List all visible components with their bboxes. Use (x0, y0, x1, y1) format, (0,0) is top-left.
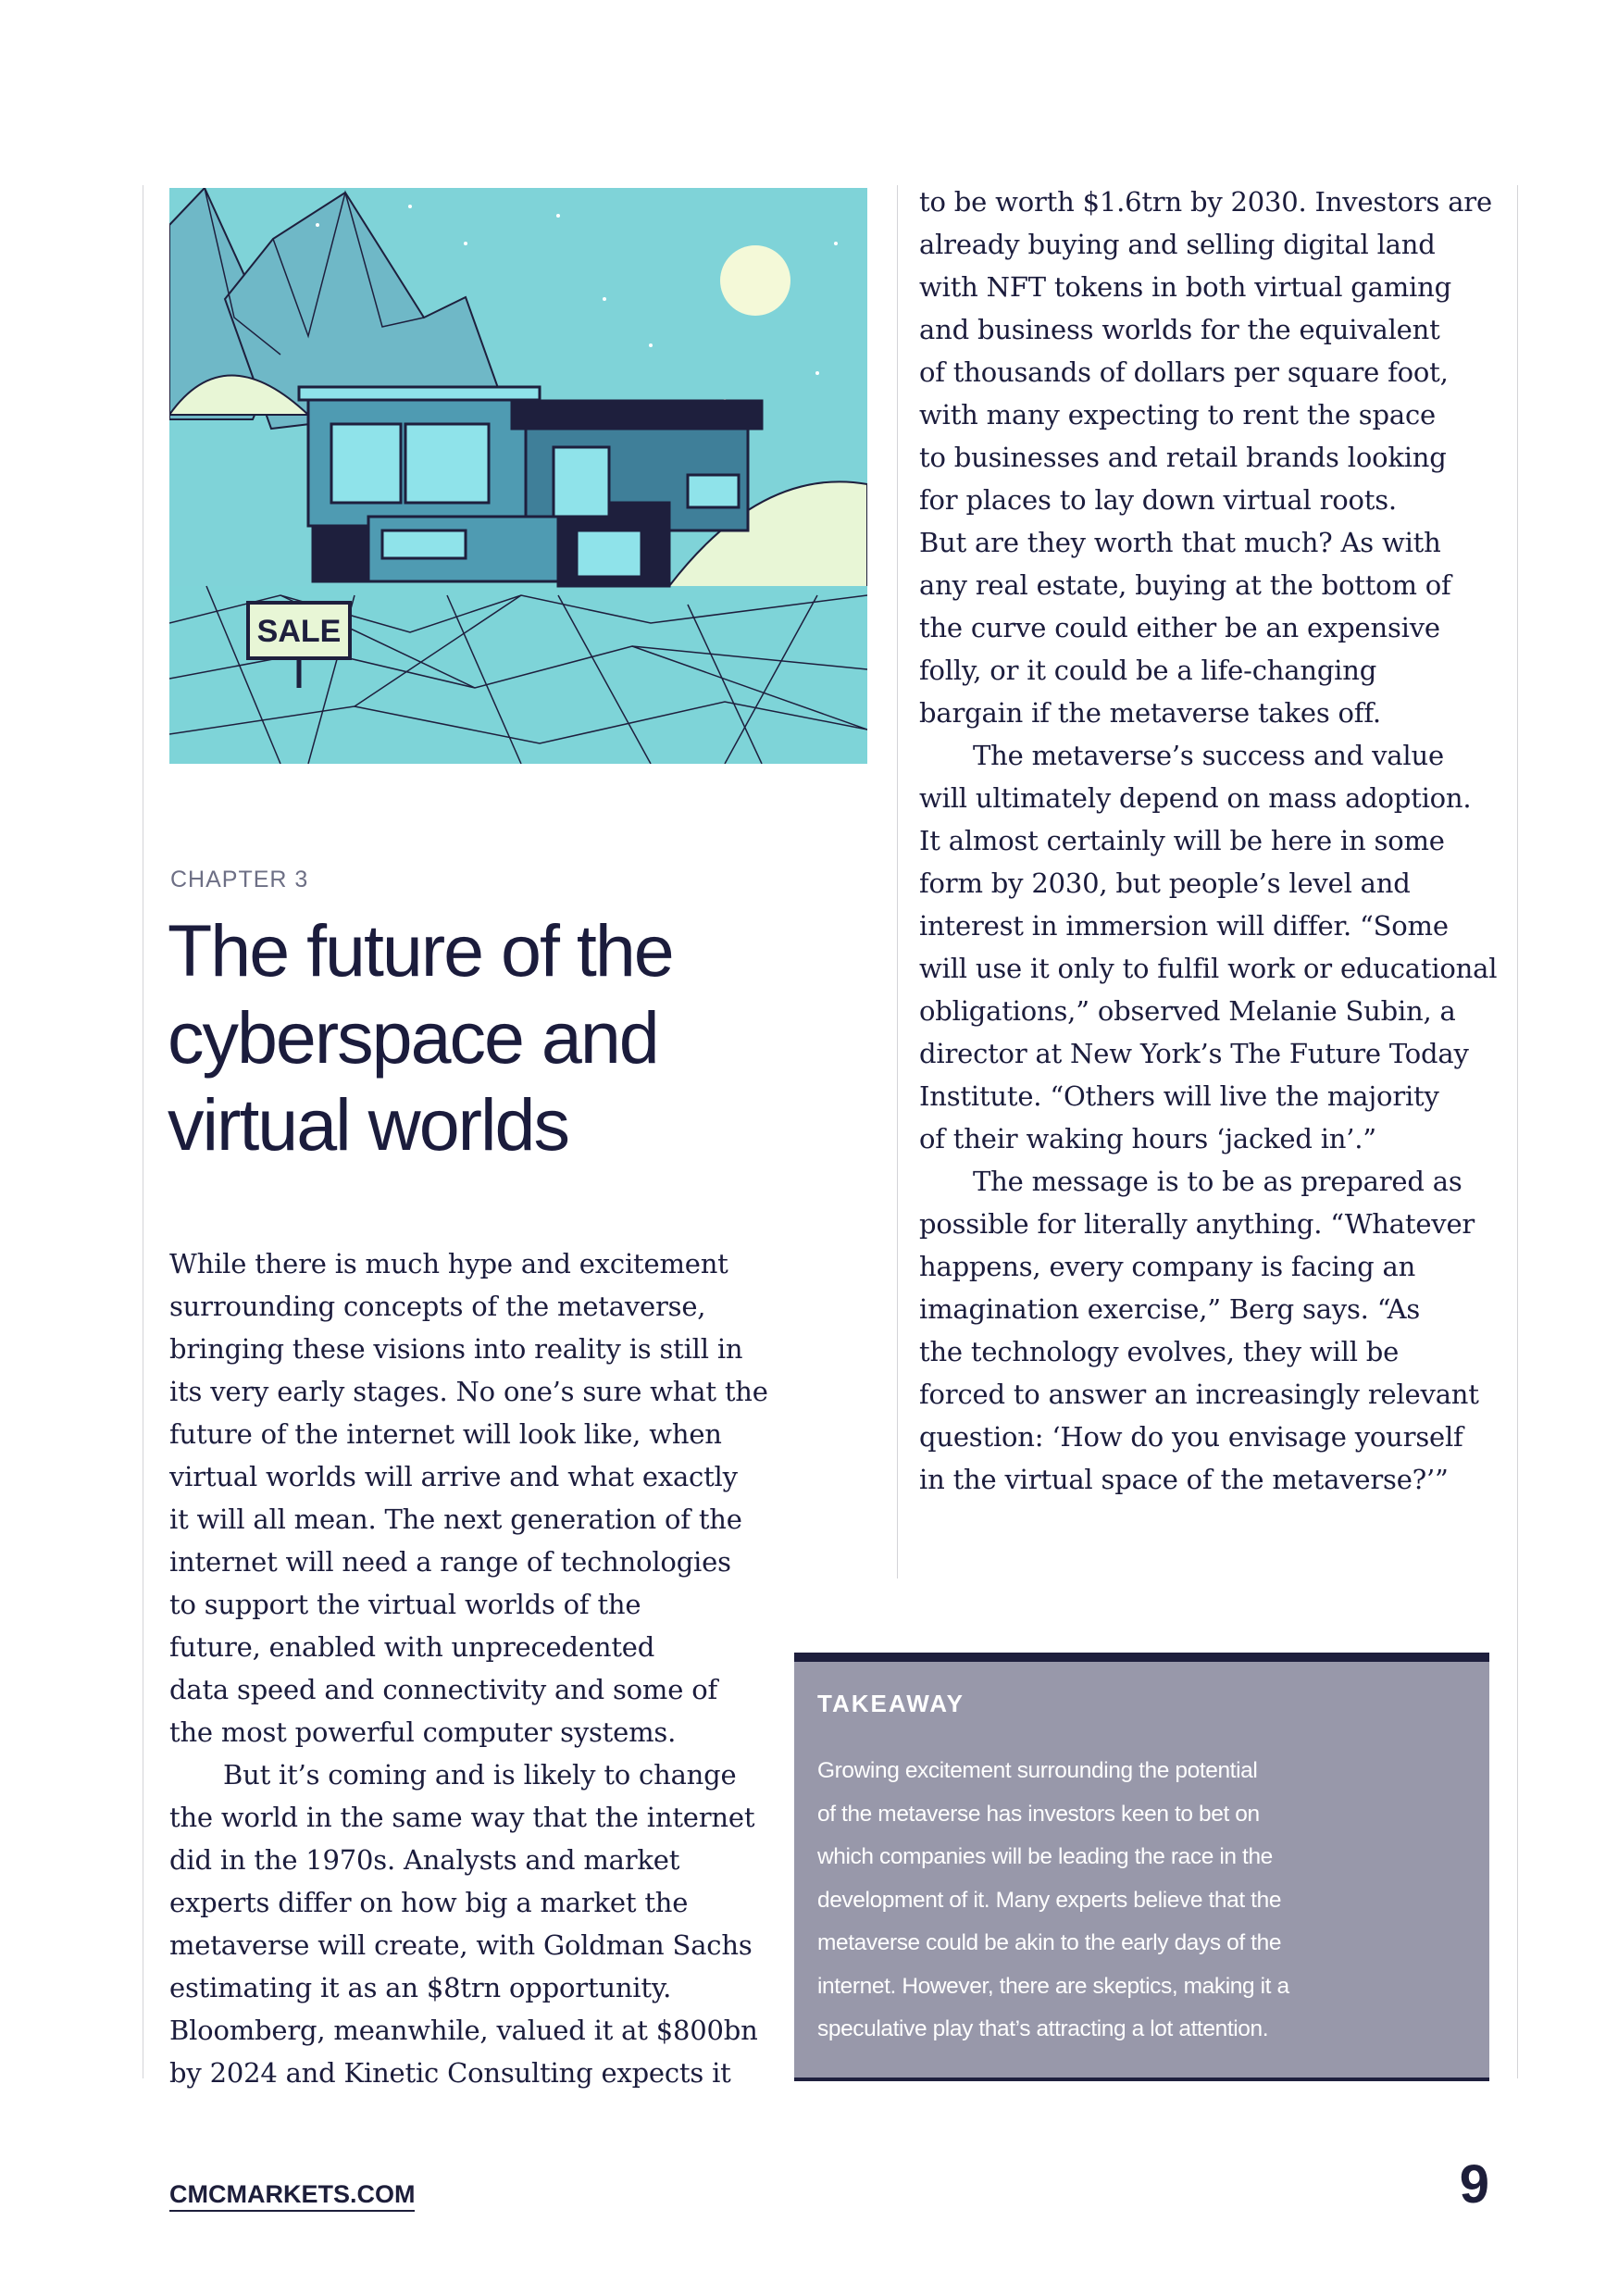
body-line: metaverse will create, with Goldman Sachs (169, 1929, 753, 1961)
body-line: The message is to be as prepared as (973, 1166, 1462, 1197)
body-line: virtual worlds will arrive and what exactly (169, 1461, 738, 1492)
takeaway-heading: TAKEAWAY (817, 1690, 965, 1717)
body-line: the technology evolves, they will be (919, 1336, 1400, 1367)
body-line: already buying and selling digital land (919, 229, 1436, 260)
takeaway-line: speculative play that’s attracting a lot attention. (817, 2016, 1269, 2041)
right-body-column (919, 181, 1497, 1501)
body-line: bringing these visions into reality is still in (169, 1333, 743, 1365)
body-line: the curve could either be an expensive (919, 612, 1440, 643)
body-line: for places to lay down virtual roots. (919, 484, 1397, 516)
body-line: question: ‘How do you envisage yourself (919, 1421, 1463, 1453)
sale-sign-text: SALE (256, 614, 342, 649)
title-line: The future of the (168, 909, 673, 992)
body-line: to be worth $1.6trn by 2030. Investors are (919, 186, 1492, 218)
body-line: will use it only to fulfil work or educational (919, 953, 1498, 984)
body-line: to businesses and retail brands looking (919, 442, 1447, 473)
body-line: the world in the same way that the internet (169, 1802, 755, 1833)
body-line: its very early stages. No one’s sure what the (169, 1376, 768, 1407)
left-body-column (169, 1242, 768, 2094)
body-line: forced to answer an increasingly relevant (919, 1379, 1479, 1410)
body-line: in the virtual space of the metaverse?’” (919, 1464, 1449, 1495)
body-line: data speed and connectivity and some of (169, 1674, 717, 1705)
body-line: with many expecting to rent the space (919, 399, 1436, 430)
takeaway-line: metaverse could be akin to the early days of the (817, 1930, 1282, 1955)
body-line: Institute. “Others will live the majority (919, 1080, 1439, 1112)
chapter-title (168, 907, 815, 1168)
body-line: folly, or it could be a life-changing (919, 655, 1377, 686)
body-line: did in the 1970s. Analysts and market (169, 1844, 680, 1876)
takeaway-line: which companies will be leading the race in the (817, 1844, 1273, 1869)
takeaway-line: development of it. Many experts believe that the (817, 1887, 1282, 1913)
body-line: obligations,” observed Melanie Subin, a (919, 995, 1456, 1027)
body-line: It almost certainly will be here in some (919, 825, 1445, 856)
body-line: future, enabled with unprecedented (169, 1631, 655, 1663)
body-line: possible for literally anything. “Whatever (919, 1208, 1475, 1240)
takeaway-box (794, 1653, 1489, 2081)
virtual-house-illustration (169, 188, 867, 764)
body-line: any real estate, buying at the bottom of (919, 569, 1451, 601)
middle-column-rule (897, 185, 898, 1578)
page-number: 9 (1459, 2154, 1489, 2215)
body-line: bargain if the metaverse takes off. (919, 697, 1381, 729)
takeaway-line: of the metaverse has investors keen to bet on (817, 1801, 1260, 1827)
body-line: While there is much hype and excitement (169, 1248, 728, 1279)
title-line: cyberspace and (168, 996, 658, 1079)
body-line: by 2024 and Kinetic Consulting expects it (169, 2057, 731, 2089)
body-line: director at New York’s The Future Today (919, 1038, 1469, 1069)
body-line: estimating it as an $8trn opportunity. (169, 1972, 672, 2003)
body-line: internet will need a range of technologies (169, 1546, 731, 1578)
body-line: experts differ on how big a market the (169, 1887, 689, 1918)
body-line: interest in immersion will differ. “Some (919, 910, 1449, 942)
body-line: future of the internet will look like, when (169, 1418, 722, 1450)
body-line: imagination exercise,” Berg says. “As (919, 1293, 1421, 1325)
body-line: But are they worth that much? As with (919, 527, 1441, 558)
chapter-label: CHAPTER 3 (170, 867, 309, 892)
footer-website-link[interactable]: CMCMARKETS.COM (169, 2180, 415, 2212)
body-line: surrounding concepts of the metaverse, (169, 1291, 706, 1322)
body-line: the most powerful computer systems. (169, 1716, 677, 1748)
body-line: Bloomberg, meanwhile, valued it at $800bn (169, 2015, 758, 2046)
body-line: with NFT tokens in both virtual gaming (919, 271, 1451, 303)
body-line: of their waking hours ‘jacked in’.” (919, 1123, 1376, 1154)
body-line: and business worlds for the equivalent (919, 314, 1440, 345)
right-column-rule (1517, 185, 1518, 2078)
takeaway-line: internet. However, there are skeptics, making it a (817, 1973, 1289, 1999)
body-line: But it’s coming and is likely to change (223, 1759, 737, 1791)
takeaway-body (817, 1750, 1289, 2052)
body-line: to support the virtual worlds of the (169, 1589, 641, 1620)
body-line: The metaverse’s success and value (973, 740, 1444, 771)
takeaway-line: Growing excitement surrounding the potential (817, 1758, 1258, 1783)
body-line: form by 2030, but people’s level and (919, 867, 1411, 899)
body-line: it will all mean. The next generation of the (169, 1504, 742, 1535)
body-line: happens, every company is facing an (919, 1251, 1416, 1282)
title-line: virtual worlds (168, 1083, 568, 1166)
body-line: of thousands of dollars per square foot, (919, 356, 1449, 388)
body-line: will ultimately depend on mass adoption. (919, 782, 1472, 814)
